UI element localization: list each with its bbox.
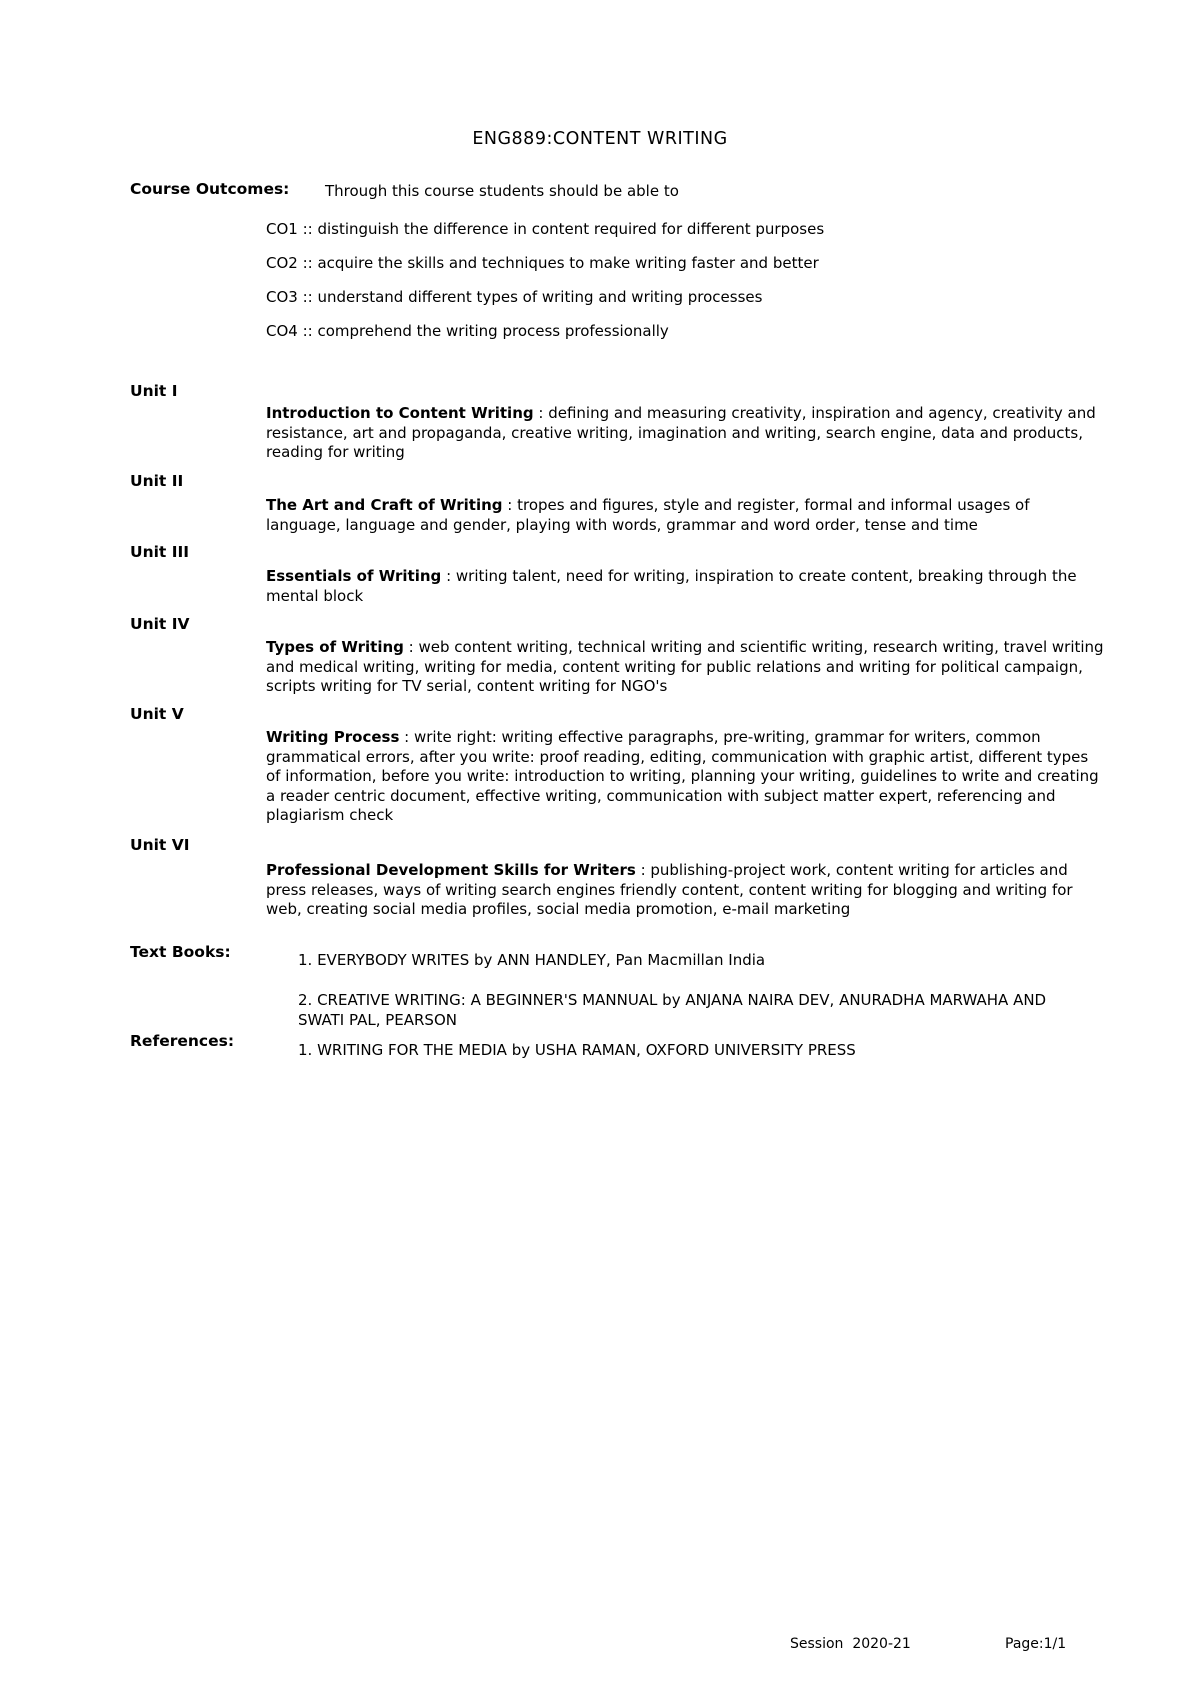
unit-description: [266, 404, 1106, 463]
unit-label: Unit III: [130, 543, 190, 561]
course-outcomes-intro: Through this course students should be able to: [325, 182, 679, 200]
page-number: Page:1/1: [1005, 1636, 1067, 1652]
unit-text: : web content writing, technical writing and scientific writing, research writing, travel writing and medical writing, writing for media, content writing for public relations and writing for political campaign, scripts writing for TV serial, content writing for NGO's: [266, 638, 1104, 695]
unit-text: : writing talent, need for writing, inspiration to create content, breaking through the mental block: [266, 567, 1077, 605]
unit-label: Unit IV: [130, 615, 190, 633]
unit-text: : tropes and figures, style and register, formal and informal usages of language, language and gender, playing with words, grammar and word order, tense and time: [266, 496, 1030, 534]
unit-label: Unit VI: [130, 836, 190, 854]
text-books-label: Text Books:: [130, 943, 231, 961]
text-book-item: 2. CREATIVE WRITING: A BEGINNER'S MANNUAL by ANJANA NAIRA DEV, ANURADHA MARWAHA AND SWATI PAL, PEARSON: [298, 991, 1047, 1029]
text-book-item: 1. EVERYBODY WRITES by ANN HANDLEY, Pan Macmillan India: [298, 951, 766, 969]
unit-text: : write right: writing effective paragraphs, pre-writing, grammar for writers, common grammatical errors, after you write: proof reading, editing, communication with graphic artist, different types of information, before you write: introduction to writing, planning your writing, guidelines to write and creating a reader centric document, effective writing, communication with subject matter expert, referencing and plagiarism check: [266, 728, 1099, 824]
unit-heading: Types of Writing: [266, 638, 404, 656]
page-title: ENG889:CONTENT WRITING: [472, 129, 728, 149]
unit-label: Unit V: [130, 705, 184, 723]
course-outcome-item: CO1 :: distinguish the difference in content required for different purposes: [266, 220, 825, 238]
unit-description: [266, 496, 1106, 535]
unit-text: : publishing-project work, content writing for articles and press releases, ways of writing search engines friendly content, content writing for blogging and writing for web, creating social media profiles, social media promotion, e-mail marketing: [266, 861, 1073, 918]
course-outcome-item: CO4 :: comprehend the writing process professionally: [266, 322, 669, 340]
unit-label: Unit II: [130, 472, 184, 490]
unit-description: [266, 861, 1106, 920]
unit-description: [266, 638, 1106, 697]
session-footer: Session 2020-21: [790, 1636, 911, 1652]
references-label: References:: [130, 1032, 235, 1050]
reference-item: 1. WRITING FOR THE MEDIA by USHA RAMAN, OXFORD UNIVERSITY PRESS: [298, 1041, 856, 1059]
course-outcomes-label: Course Outcomes:: [130, 180, 290, 198]
unit-label: Unit I: [130, 382, 178, 400]
unit-heading: The Art and Craft of Writing: [266, 496, 503, 514]
unit-heading: Introduction to Content Writing: [266, 404, 534, 422]
course-outcome-item: CO2 :: acquire the skills and techniques to make writing faster and better: [266, 254, 819, 272]
unit-description: [266, 567, 1106, 606]
course-outcome-item: CO3 :: understand different types of writing and writing processes: [266, 288, 763, 306]
unit-text: : defining and measuring creativity, inspiration and agency, creativity and resistance, art and propaganda, creative writing, imagination and writing, search engine, data and products, reading for writing: [266, 404, 1096, 461]
unit-description: [266, 728, 1106, 826]
unit-heading: Essentials of Writing: [266, 567, 442, 585]
unit-heading: Professional Development Skills for Writers: [266, 861, 636, 879]
unit-heading: Writing Process: [266, 728, 400, 746]
